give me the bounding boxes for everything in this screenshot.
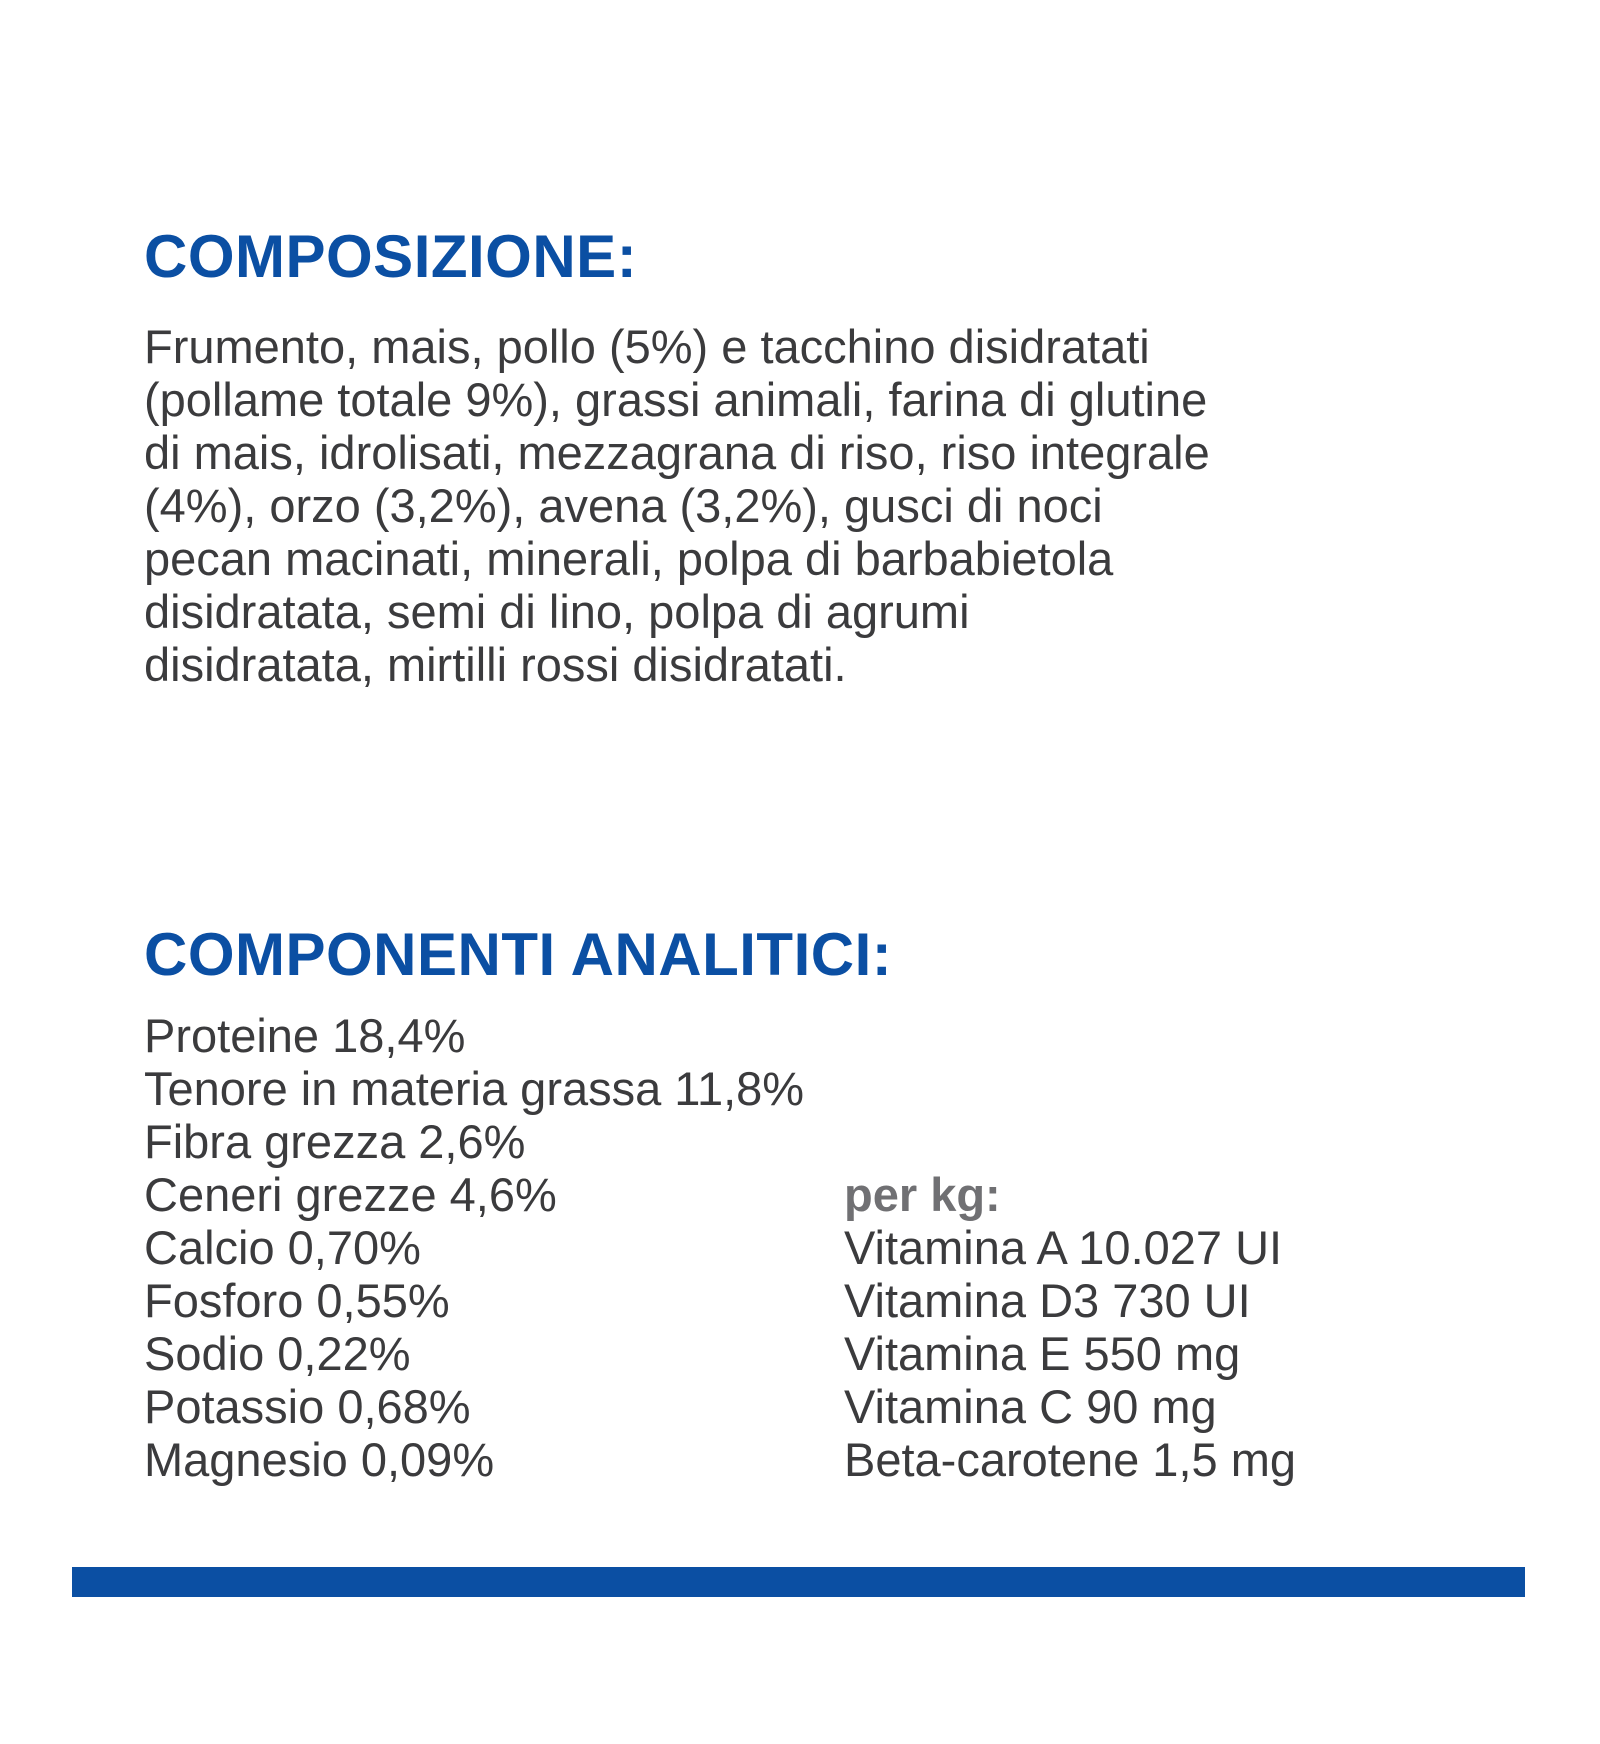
component-item: Fosforo 0,55%	[144, 1274, 450, 1327]
analytics-heading: COMPONENTI ANALITICI:	[144, 921, 893, 988]
vitamin-item: Vitamina D3 730 UI	[844, 1274, 1251, 1327]
composition-line: pecan macinati, minerali, polpa di barbabietola	[144, 532, 1114, 585]
vitamins-list	[844, 1168, 1296, 1486]
component-item: Fibra grezza 2,6%	[144, 1115, 526, 1168]
analytic-components-list	[144, 1009, 804, 1486]
component-item: Calcio 0,70%	[144, 1221, 421, 1274]
vitamin-item: Beta-carotene 1,5 mg	[844, 1433, 1296, 1486]
composition-line: (4%), orzo (3,2%), avena (3,2%), gusci di noci	[144, 479, 1103, 532]
component-item: Sodio 0,22%	[144, 1327, 411, 1380]
composition-line: Frumento, mais, pollo (5%) e tacchino disidratati	[144, 320, 1150, 373]
vitamin-item: Vitamina C 90 mg	[844, 1380, 1217, 1433]
composition-text	[144, 320, 1210, 691]
component-item: Proteine 18,4%	[144, 1009, 466, 1062]
per-kg-label: per kg:	[844, 1168, 1001, 1221]
footer-accent-bar	[72, 1567, 1525, 1597]
vitamin-item: Vitamina A 10.027 UI	[844, 1221, 1283, 1274]
component-item: Tenore in materia grassa 11,8%	[144, 1062, 805, 1115]
composition-line: di mais, idrolisati, mezzagrana di riso, riso integrale	[144, 426, 1210, 479]
composition-line: (pollame totale 9%), grassi animali, farina di glutine	[144, 373, 1208, 426]
component-item: Potassio 0,68%	[144, 1380, 471, 1433]
component-item: Ceneri grezze 4,6%	[144, 1168, 557, 1221]
component-item: Magnesio 0,09%	[144, 1433, 495, 1486]
composition-line: disidratata, semi di lino, polpa di agrumi	[144, 585, 970, 638]
composition-heading: COMPOSIZIONE:	[144, 223, 638, 290]
vitamin-item: Vitamina E 550 mg	[844, 1327, 1241, 1380]
composition-line: disidratata, mirtilli rossi disidratati.	[144, 638, 847, 691]
